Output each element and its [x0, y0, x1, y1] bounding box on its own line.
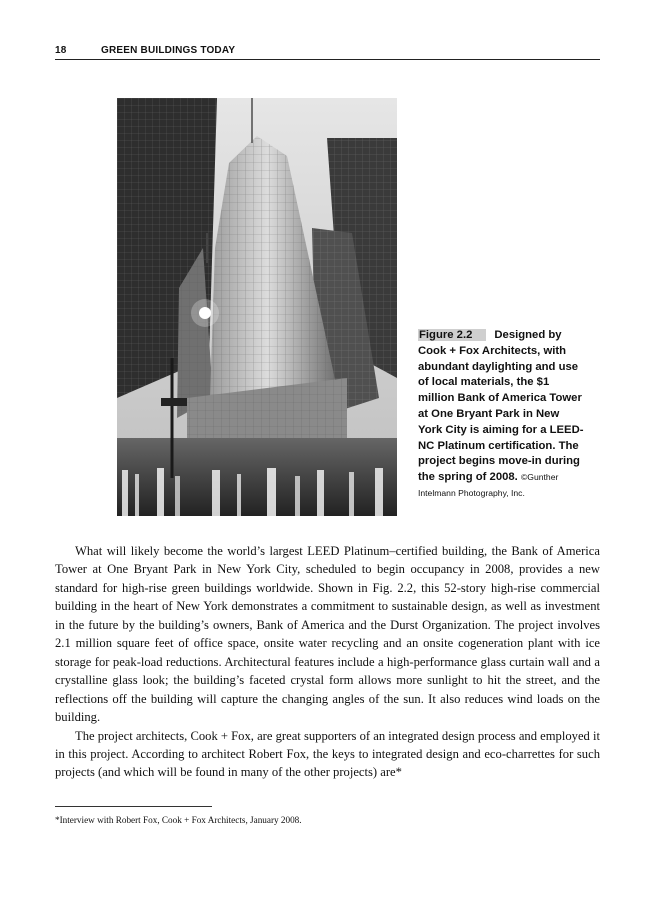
- running-title: GREEN BUILDINGS TODAY: [101, 45, 236, 56]
- skyscraper-photo-illustration: [117, 98, 397, 516]
- figure-caption: [418, 328, 586, 502]
- figure-label: Figure 2.2: [418, 329, 486, 341]
- figure-photo: [117, 98, 397, 516]
- paragraph: The project architects, Cook + Fox, are great supporters of an integrated design process and employed it in this project. According to architect Robert Fox, the keys to integrated design and eco-charrettes for such projects (and which will be found in many of the other projects) are*: [55, 728, 600, 780]
- running-header: [55, 45, 600, 60]
- footnote: *Interview with Robert Fox, Cook + Fox Architects, January 2008.: [55, 815, 302, 825]
- page-number: 18: [55, 45, 67, 56]
- body-text: [55, 542, 600, 782]
- paragraph: What will likely become the world’s largest LEED Platinum–certified building, the Bank of America Tower at One Bryant Park in New York City, scheduled to begin occupancy in 2008, provides a new standard for high-rise green buildings worldwide. Shown in Fig. 2.2, this 52-story high-rise commercial building in the heart of New York demonstrates a commitment to sustainable design, as well as investment in the future by the building’s owners, Bank of America and the Durst Organization. The project involves 2.1 million square feet of office space, onsite water recycling and an onsite cogeneration plant with ice storage for peak-load reductions. Architectural features include a high-performance glass curtain wall and a crystalline glass look; the building’s faceted crystal form allows more sunlight to hit the street, and the reflections off the building will capture the changing angles of the sun. It also reduces wind loads on the building.: [55, 544, 600, 725]
- footnote-rule: [55, 806, 212, 807]
- figure-caption-text: Designed by Cook + Fox Architects, with abundant daylighting and use of local materials, the $1 million Bank of America Tower at One Bryant Park in New York City is aiming for a LEED-NC Platinum certification. The project begins move-in during the spring of 2008.: [418, 329, 584, 484]
- photo-credit: ©Gunther Intelmann Photography, Inc.: [418, 472, 559, 498]
